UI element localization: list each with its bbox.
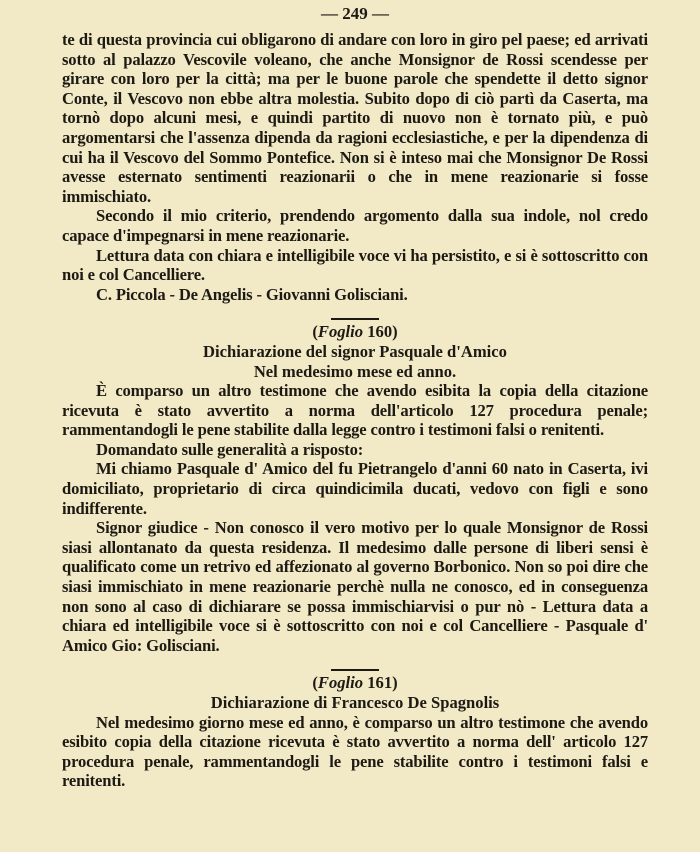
section-title: Dichiarazione di Francesco De Spagnolis [210, 693, 500, 712]
section-divider [331, 318, 379, 320]
folio-label: Foglio [317, 673, 364, 693]
section-subtitle: Nel medesimo mese ed anno. [253, 361, 457, 381]
deposition-francesco-de-spagnolis [62, 673, 648, 791]
deposition-continuation [62, 30, 648, 304]
folio-number: 161 [367, 673, 393, 693]
folio-number: 160 [367, 322, 393, 342]
paragraph: Lettura data con chiara e intelligibile voce vi ha persistito, e si è sottoscritto con noi e col Cancelliere. [62, 245, 648, 285]
paragraph: Domandato sulle generalità a risposto: [96, 439, 364, 459]
paragraph: Secondo il mio criterio, prendendo argomento dalla sua indole, nol credo capace d'impegnarsi in mene reazionarie. [62, 206, 648, 245]
deposition-pasquale-damico [62, 322, 648, 655]
paragraph: È comparso un altro testimone che avendo esibita la copia della citazione ricevuta è stato avvertito a norma dell'articolo 127 procedura penale; rammentandogli le pene stabilite dalla legge contro i testimoni falsi o renitenti. [62, 381, 648, 440]
folio-reference: (Foglio 161) [312, 673, 398, 693]
paragraph: Mi chiamo Pasquale d' Amico del fu Pietrangelo d'anni 60 nato in Caserta, ivi domiciliato, proprietario di circa quindicimila ducati, vedovo con figli e sono indifferente. [62, 459, 648, 518]
paragraph: Signor giudice - Non conosco il vero motivo per lo quale Monsignor de Rossi siasi allontanato da questa residenza. Il medesimo dalle persone di liberi sensi è qualificato come un retrivo ed affezionato al governo Borbonico. Non so poi dire che siasi immischiato in mene reazionarie perchè nulla ne conosco, ed in conseguenza non sono al caso di dichiarare se possa immischiarvisi o pur nò - Lettura data a chiara ed intelligibile voce si è sottoscritto con noi e col Cancelliere - Pasquale d' Amico Gio: Golisciani. [62, 518, 648, 655]
folio-reference: (Foglio 160) [312, 322, 398, 342]
section-divider [331, 669, 379, 671]
section-title: Dichiarazione del signor Pasquale d'Amico [203, 341, 507, 361]
paragraph: Nel medesimo giorno mese ed anno, è comparso un altro testimone che avendo esibito copia della citazione ricevuta è stato avvertito a norma dell' articolo 127 procedura penale, rammentandogli le pene stabilite contro i testimoni falsi e renitenti. [62, 712, 648, 791]
page-number: — 249 — [321, 4, 389, 23]
signatures: C. Piccola - De Angelis - Giovanni Golisciani. [96, 284, 408, 304]
folio-label: Foglio [317, 322, 364, 342]
paragraph: te di questa provincia cui obligarono di andare con loro in giro pel paese; ed arrivati sotto al palazzo Vescovile voleano, che anche Monsignor de Rossi scendesse per girare con loro per la città; ma per le buone parole che spendette il detto signor Conte, il Vescovo non ebbe altra molestia. Subito dopo di ciò partì da Caserta, ma tornò dopo alcuni mesi, e quindi partito di nuovo non è tornato più, e può argomentarsi che l'assenza dipenda da ragioni ecclesiastiche, e per la dipendenza di cui ha il Vescovo del Sommo Pontefice. Non si è inteso mai che Monsignor De Rossi avesse esternato sentimenti reazionarii o che in mene reazionarie si fosse immischiato. [62, 30, 648, 206]
